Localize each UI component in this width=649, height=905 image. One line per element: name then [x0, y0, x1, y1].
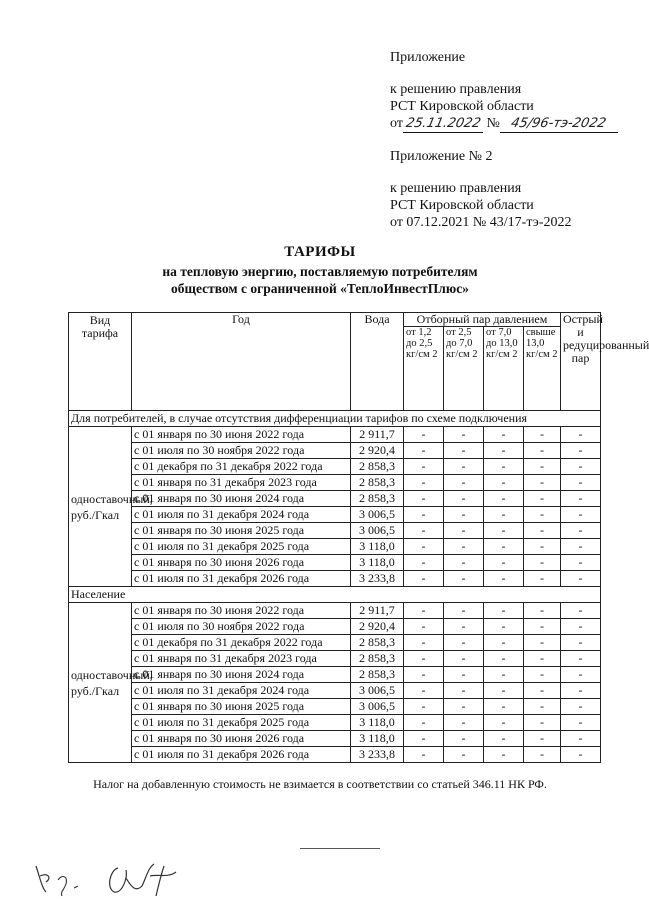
- steam-cell: -: [484, 731, 524, 747]
- table-row: [69, 651, 601, 667]
- steam-cell: -: [404, 427, 444, 443]
- table-row: [69, 555, 601, 571]
- steam-cell: -: [561, 683, 601, 699]
- appendix-label: Приложение: [390, 50, 466, 65]
- steam-cell: -: [484, 683, 524, 699]
- period-cell: с 01 января по 30 июня 2026 года: [132, 555, 351, 571]
- period-cell: с 01 января по 30 июня 2024 года: [132, 667, 351, 683]
- steam-cell: -: [561, 715, 601, 731]
- steam-cell: -: [404, 635, 444, 651]
- steam-cell: -: [404, 651, 444, 667]
- steam-cell: -: [484, 523, 524, 539]
- water-cell: 3 118,0: [351, 539, 404, 555]
- title-line-1: на тепловую энергию, поставляемую потребителям: [162, 264, 478, 279]
- period-cell: с 01 июля по 31 декабря 2025 года: [132, 539, 351, 555]
- table-row: [69, 523, 601, 539]
- steam-cell: -: [524, 443, 561, 459]
- water-cell: 2 858,3: [351, 475, 404, 491]
- steam-cell: -: [484, 747, 524, 763]
- water-cell: 3 233,8: [351, 747, 404, 763]
- steam-cell: -: [561, 731, 601, 747]
- header-steam-1: от 1,2 до 2,5 кг/см 2: [404, 327, 444, 411]
- header-sharp-steam: Острый и редуцированный пар: [561, 313, 601, 411]
- steam-cell: -: [561, 507, 601, 523]
- period-cell: с 01 июля по 31 декабря 2025 года: [132, 715, 351, 731]
- table-row: [69, 635, 601, 651]
- group-header-row: [69, 411, 601, 427]
- rst2-label: РСТ Кировской области: [390, 198, 534, 213]
- vat-note: Налог на добавленную стоимость не взимается в соответствии со статьей 346.11 НК РФ.: [93, 777, 547, 791]
- tariffs-table: [68, 312, 649, 763]
- header-steam-4: свыше 13,0 кг/см 2: [524, 327, 561, 411]
- period-cell: с 01 июля по 31 декабря 2026 года: [132, 571, 351, 587]
- table-row: [69, 619, 601, 635]
- table-row: [69, 427, 601, 443]
- appendix2-label: Приложение № 2: [390, 149, 493, 164]
- steam-cell: -: [524, 459, 561, 475]
- water-cell: 2 920,4: [351, 619, 404, 635]
- steam-cell: -: [404, 571, 444, 587]
- period-cell: с 01 июля по 30 ноября 2022 года: [132, 619, 351, 635]
- from-label: от: [390, 116, 403, 131]
- period-cell: с 01 июля по 31 декабря 2024 года: [132, 683, 351, 699]
- table-row: [69, 539, 601, 555]
- water-cell: 3 118,0: [351, 731, 404, 747]
- table-row: [69, 715, 601, 731]
- steam-cell: -: [484, 635, 524, 651]
- table-row: [69, 603, 601, 619]
- steam-cell: -: [484, 475, 524, 491]
- steam-cell: -: [561, 475, 601, 491]
- header-year: Год: [132, 313, 351, 411]
- steam-cell: -: [484, 555, 524, 571]
- steam-cell: -: [404, 555, 444, 571]
- steam-cell: -: [444, 459, 484, 475]
- steam-cell: -: [524, 507, 561, 523]
- steam-cell: -: [524, 699, 561, 715]
- table-row: [69, 443, 601, 459]
- decision-label: к решению правления: [390, 82, 522, 97]
- steam-cell: -: [444, 507, 484, 523]
- water-cell: 2 858,3: [351, 459, 404, 475]
- steam-cell: -: [484, 459, 524, 475]
- tariff-type-cell: одноставочный, руб./Гкал: [69, 603, 132, 763]
- handwritten-number: 45/96-тэ-2022: [509, 116, 608, 131]
- water-cell: 3 233,8: [351, 571, 404, 587]
- table-row: [69, 475, 601, 491]
- steam-cell: -: [444, 699, 484, 715]
- header-water: Вода: [351, 313, 404, 411]
- period-cell: с 01 января по 30 июня 2025 года: [132, 699, 351, 715]
- title-line-2: обществом с ограниченной «ТеплоИнвестПлюс»: [171, 281, 469, 296]
- steam-cell: -: [484, 571, 524, 587]
- bottom-rule: [300, 848, 380, 849]
- steam-cell: -: [561, 651, 601, 667]
- steam-cell: -: [524, 427, 561, 443]
- steam-cell: -: [561, 699, 601, 715]
- steam-cell: -: [444, 571, 484, 587]
- steam-cell: -: [484, 699, 524, 715]
- water-cell: 2 858,3: [351, 651, 404, 667]
- period-cell: с 01 июля по 31 декабря 2024 года: [132, 507, 351, 523]
- steam-cell: -: [484, 491, 524, 507]
- steam-cell: -: [524, 731, 561, 747]
- decision-date-line: [390, 116, 618, 133]
- steam-cell: -: [404, 507, 444, 523]
- steam-cell: -: [444, 651, 484, 667]
- steam-cell: -: [561, 619, 601, 635]
- steam-cell: -: [404, 443, 444, 459]
- steam-cell: -: [484, 507, 524, 523]
- steam-cell: -: [561, 491, 601, 507]
- table-row: [69, 507, 601, 523]
- rst-label: РСТ Кировской области: [390, 99, 534, 114]
- steam-cell: -: [444, 619, 484, 635]
- period-cell: с 01 января по 31 декабря 2023 года: [132, 475, 351, 491]
- steam-cell: -: [524, 651, 561, 667]
- steam-cell: -: [404, 459, 444, 475]
- steam-cell: -: [404, 475, 444, 491]
- water-cell: 3 118,0: [351, 555, 404, 571]
- steam-cell: -: [524, 715, 561, 731]
- water-cell: 3 006,5: [351, 683, 404, 699]
- table-row: [69, 459, 601, 475]
- steam-cell: -: [524, 683, 561, 699]
- handwritten-date: 25.11.2022: [404, 116, 482, 131]
- steam-cell: -: [404, 523, 444, 539]
- steam-cell: -: [524, 619, 561, 635]
- steam-cell: -: [404, 491, 444, 507]
- period-cell: с 01 января по 30 июня 2025 года: [132, 523, 351, 539]
- steam-cell: -: [524, 555, 561, 571]
- steam-cell: -: [404, 747, 444, 763]
- steam-cell: -: [561, 427, 601, 443]
- steam-cell: -: [404, 603, 444, 619]
- steam-cell: -: [444, 523, 484, 539]
- steam-cell: -: [524, 603, 561, 619]
- steam-cell: -: [484, 603, 524, 619]
- steam-cell: -: [444, 427, 484, 443]
- period-cell: с 01 июля по 30 ноября 2022 года: [132, 443, 351, 459]
- decision2-label: к решению правления: [390, 181, 522, 196]
- table-row: [69, 699, 601, 715]
- steam-cell: -: [524, 491, 561, 507]
- table-row: [69, 683, 601, 699]
- header-row-1: [69, 313, 601, 327]
- table-row: [69, 491, 601, 507]
- table-row: [69, 571, 601, 587]
- steam-cell: -: [524, 635, 561, 651]
- group-title: Население: [69, 587, 601, 603]
- steam-cell: -: [561, 555, 601, 571]
- water-cell: 3 006,5: [351, 523, 404, 539]
- steam-cell: -: [524, 747, 561, 763]
- document-title: ТАРИФЫ: [284, 244, 356, 260]
- water-cell: 2 858,3: [351, 635, 404, 651]
- period-cell: с 01 января по 30 июня 2024 года: [132, 491, 351, 507]
- water-cell: 2 858,3: [351, 491, 404, 507]
- signature: [30, 858, 200, 898]
- steam-cell: -: [484, 667, 524, 683]
- steam-cell: -: [404, 715, 444, 731]
- water-cell: 3 006,5: [351, 507, 404, 523]
- period-cell: с 01 января по 30 июня 2022 года: [132, 603, 351, 619]
- steam-cell: -: [444, 539, 484, 555]
- steam-cell: -: [444, 635, 484, 651]
- water-cell: 2 858,3: [351, 667, 404, 683]
- steam-cell: -: [484, 651, 524, 667]
- steam-cell: -: [484, 443, 524, 459]
- water-cell: 2 920,4: [351, 443, 404, 459]
- steam-cell: -: [444, 715, 484, 731]
- steam-cell: -: [561, 603, 601, 619]
- group-title: Для потребителей, в случае отсутствия дифференциации тарифов по схеме подключения: [69, 411, 601, 427]
- table-row: [69, 731, 601, 747]
- header-steam-3: от 7,0 до 13,0 кг/см 2: [484, 327, 524, 411]
- steam-cell: -: [561, 443, 601, 459]
- steam-cell: -: [524, 475, 561, 491]
- period-cell: с 01 декабря по 31 декабря 2022 года: [132, 635, 351, 651]
- water-cell: 2 911,7: [351, 603, 404, 619]
- steam-cell: -: [561, 523, 601, 539]
- water-cell: 2 911,7: [351, 427, 404, 443]
- steam-cell: -: [561, 539, 601, 555]
- steam-cell: -: [404, 731, 444, 747]
- water-cell: 3 006,5: [351, 699, 404, 715]
- header-tariff-type: Вид тарифа: [69, 313, 132, 411]
- steam-cell: -: [404, 667, 444, 683]
- decision2-date-line: от 07.12.2021 № 43/17-тэ-2022: [390, 215, 572, 230]
- steam-cell: -: [444, 491, 484, 507]
- steam-cell: -: [444, 683, 484, 699]
- steam-cell: -: [561, 571, 601, 587]
- steam-cell: -: [404, 539, 444, 555]
- water-cell: 3 118,0: [351, 715, 404, 731]
- steam-cell: -: [524, 571, 561, 587]
- steam-cell: -: [404, 699, 444, 715]
- steam-cell: -: [444, 475, 484, 491]
- steam-cell: -: [444, 667, 484, 683]
- steam-cell: -: [561, 667, 601, 683]
- period-cell: с 01 июля по 31 декабря 2026 года: [132, 747, 351, 763]
- header-steam: Отборный пар давлением: [404, 313, 561, 327]
- steam-cell: -: [484, 619, 524, 635]
- steam-cell: -: [524, 667, 561, 683]
- header-steam-2: от 2,5 до 7,0 кг/см 2: [444, 327, 484, 411]
- steam-cell: -: [561, 747, 601, 763]
- steam-cell: -: [561, 459, 601, 475]
- steam-cell: -: [561, 635, 601, 651]
- steam-cell: -: [484, 539, 524, 555]
- group-header-row: [69, 587, 601, 603]
- table-row: [69, 667, 601, 683]
- steam-cell: -: [524, 539, 561, 555]
- steam-cell: -: [444, 555, 484, 571]
- steam-cell: -: [484, 715, 524, 731]
- steam-cell: -: [444, 443, 484, 459]
- tariff-type-cell: одноставочный, руб./Гкал: [69, 427, 132, 587]
- steam-cell: -: [444, 731, 484, 747]
- steam-cell: -: [484, 427, 524, 443]
- period-cell: с 01 января по 30 июня 2026 года: [132, 731, 351, 747]
- steam-cell: -: [524, 523, 561, 539]
- steam-cell: -: [404, 683, 444, 699]
- period-cell: с 01 января по 30 июня 2022 года: [132, 427, 351, 443]
- steam-cell: -: [404, 619, 444, 635]
- number-sign: №: [486, 116, 500, 131]
- steam-cell: -: [444, 603, 484, 619]
- steam-cell: -: [444, 747, 484, 763]
- table-row: [69, 747, 601, 763]
- period-cell: с 01 декабря по 31 декабря 2022 года: [132, 459, 351, 475]
- period-cell: с 01 января по 31 декабря 2023 года: [132, 651, 351, 667]
